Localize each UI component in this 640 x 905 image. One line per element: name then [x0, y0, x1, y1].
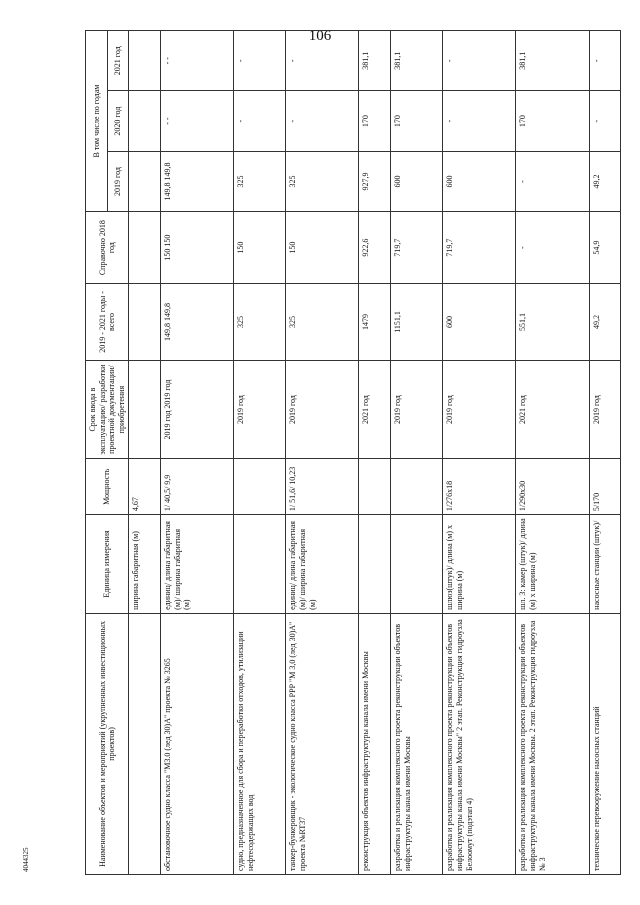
page-number: 106 [308, 28, 332, 44]
header-unit: Единица измерения [86, 515, 129, 614]
row-2020: - [589, 91, 621, 151]
row-term: 2019 год [391, 360, 443, 459]
row-2021: 381,1 [359, 31, 391, 91]
row-total: 1479 [359, 284, 391, 361]
header-2019: 2019 год [107, 151, 129, 211]
row-2019: 600 [391, 151, 443, 211]
row-2019: 927,9 [359, 151, 391, 211]
row-capacity: 4,67 [129, 459, 161, 515]
row-unit: ширина габаритная (м) [129, 515, 161, 614]
row-capacity: 1/290x30 [516, 459, 589, 515]
row-ref2018: - [516, 212, 589, 284]
row-2020: 170 [516, 91, 589, 151]
header-term: Срок ввода в эксплуатацию/ разработки проектной документации/ приобретения [86, 360, 129, 459]
row-2020: - - [160, 91, 233, 151]
row-2019: 49,2 [589, 151, 621, 211]
row-term: 2019 год 2019 год [160, 360, 233, 459]
row-capacity [234, 459, 286, 515]
table-row [359, 31, 391, 875]
table-row [160, 31, 233, 875]
row-unit: насосные станции (штук)/ [589, 515, 621, 614]
row-total: 49,2 [589, 284, 621, 361]
header-2021: 2021 год [107, 31, 129, 91]
row-unit [391, 515, 443, 614]
row-unit: единиц/ длина габаритная (м)/ ширина габаритная (м) [160, 515, 233, 614]
row-term: 2019 год [443, 360, 516, 459]
row-ref2018: 54,9 [589, 212, 621, 284]
row-2019: 325 [286, 151, 359, 211]
table-row [516, 31, 589, 875]
row-name: реконструкция объектов инфраструктуры канала имени Москвы [359, 613, 391, 874]
row-name: судно, предназначенное для сбора и переработки отходов, утилизации нефтесодержащих вод [234, 613, 286, 874]
row-unit: единиц/ длина габаритная (м)/ ширина габаритная (м) [286, 515, 359, 614]
header-capacity: Мощность [86, 459, 129, 515]
table-row [286, 31, 359, 875]
row-capacity: 1/276x18 [443, 459, 516, 515]
header-ref2018: Справочно 2018 год [86, 212, 129, 284]
row-2021: 381,1 [516, 31, 589, 91]
row-unit [234, 515, 286, 614]
row-2021: - [286, 31, 359, 91]
table-row [129, 31, 161, 875]
rotated-table-wrapper [85, 30, 607, 875]
row-capacity: 1/ 40,5/ 9,9 [160, 459, 233, 515]
row-total [129, 284, 161, 361]
header-name: Наименование объектов и мероприятий (укрупненных инвестиционных проектов) [86, 613, 129, 874]
table-row [443, 31, 516, 875]
row-2021 [129, 31, 161, 91]
row-capacity [359, 459, 391, 515]
header-row-1 [86, 31, 108, 875]
row-term: 2021 год [516, 360, 589, 459]
row-2021: - [589, 31, 621, 91]
row-ref2018: 719,7 [391, 212, 443, 284]
row-total: 551,1 [516, 284, 589, 361]
row-name: танкер-бункеровщик - экологическое судно класса РРР "М 3,0 (лед 30)А" проекта №RT37 [286, 613, 359, 874]
header-2020: 2020 год [107, 91, 129, 151]
row-total: 149,8 149,8 [160, 284, 233, 361]
row-unit [359, 515, 391, 614]
investment-table [85, 30, 621, 875]
row-term: 2019 год [286, 360, 359, 459]
row-2020: 170 [391, 91, 443, 151]
row-2019: 600 [443, 151, 516, 211]
row-ref2018 [129, 212, 161, 284]
row-name: обстановочное судно класса "М3.0 (лед 30)А" проекта № 3265 [160, 613, 233, 874]
row-capacity: 5/170 [589, 459, 621, 515]
table-row [391, 31, 443, 875]
row-2021: - [234, 31, 286, 91]
row-total: 325 [286, 284, 359, 361]
row-2021: 381,1 [391, 31, 443, 91]
row-ref2018: 719,7 [443, 212, 516, 284]
row-total: 1151,1 [391, 284, 443, 361]
row-2020 [129, 91, 161, 151]
row-2021: - - [160, 31, 233, 91]
row-2019: 149,8 149,8 [160, 151, 233, 211]
row-2020: - [443, 91, 516, 151]
row-ref2018: 150 150 [160, 212, 233, 284]
row-name: разработка и реализация комплексного проекта реконструкции объектов инфраструктуры канала имени Москвы [391, 613, 443, 874]
row-2021: - [443, 31, 516, 91]
row-unit: шлюз(штук)/ длина (м) х ширина (м) [443, 515, 516, 614]
document-code: 4044325 [22, 847, 30, 872]
row-term [129, 360, 161, 459]
table-row [589, 31, 621, 875]
row-ref2018: 150 [286, 212, 359, 284]
row-total: 600 [443, 284, 516, 361]
row-name [129, 613, 161, 874]
header-total: 2019 - 2021 годы - всего [86, 284, 129, 361]
table-row [234, 31, 286, 875]
row-capacity: 1/ 51,6/ 10,23 [286, 459, 359, 515]
row-name: разработка и реализация комплексного проекта реконструкции объектов инфраструктуры канала имени Москвы" 2 этап. Реконструкция гидроузла Белоомут (подэтап 4) [443, 613, 516, 874]
row-2019: - [516, 151, 589, 211]
row-2020: - [286, 91, 359, 151]
row-term: 2019 год [589, 360, 621, 459]
row-name: разработка и реализация комплексного проекта реконструкции объектов инфраструктуры канала имени Москвы. 2 этап. Реконструкция гидроузла № 3 [516, 613, 589, 874]
row-term: 2021 год [359, 360, 391, 459]
row-term: 2019 год [234, 360, 286, 459]
row-total: 325 [234, 284, 286, 361]
row-capacity [391, 459, 443, 515]
row-ref2018: 150 [234, 212, 286, 284]
row-2020: - [234, 91, 286, 151]
row-2019: 325 [234, 151, 286, 211]
row-2019 [129, 151, 161, 211]
header-by-years: В том числе по годам [86, 31, 108, 212]
row-ref2018: 922,6 [359, 212, 391, 284]
row-2020: 170 [359, 91, 391, 151]
row-unit: шл. 3: камер (штук)/ длина (м) х ширина (м) [516, 515, 589, 614]
row-name: техническое перевооружение насосных станций [589, 613, 621, 874]
